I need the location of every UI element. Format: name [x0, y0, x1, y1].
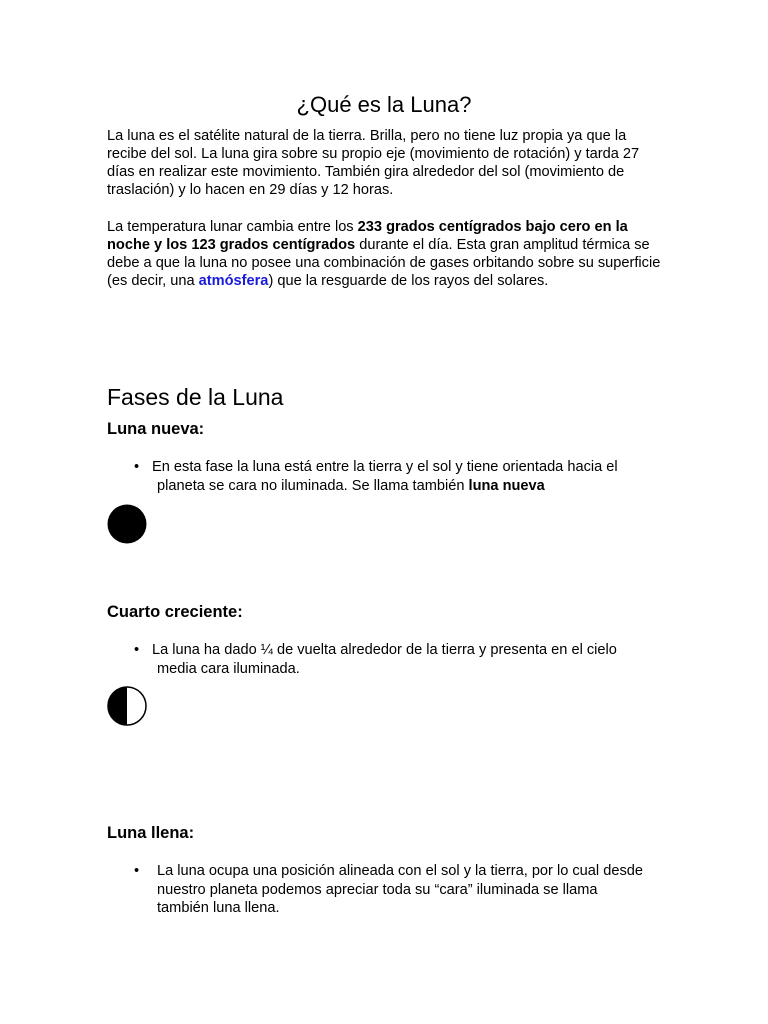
new-moon-line-1: En esta fase la luna está entre la tierra y el sol y tiene orientada hacia el [152, 459, 618, 475]
atmosfera-link[interactable]: atmósfera [198, 273, 269, 289]
full-moon-bullet [134, 862, 667, 918]
full-moon-heading: Luna llena: [107, 824, 195, 842]
bullet-glyph: • [134, 642, 140, 658]
new-moon-bold-term: luna nueva [468, 477, 545, 494]
page-title: ¿Qué es la Luna? [296, 92, 472, 117]
first-quarter-heading: Cuarto creciente: [107, 603, 243, 621]
temperature-text-start: La temperatura lunar cambia entre los [107, 219, 358, 235]
bullet-glyph: • [134, 459, 140, 475]
first-quarter-line-1: La luna ha dado ¼ de vuelta alrededor de la tierra y presenta en el cielo [152, 642, 617, 658]
full-moon-line-2: nuestro planeta podemos apreciar toda su “cara” iluminada se llama [157, 881, 598, 898]
intro-paragraph-2 [107, 218, 667, 290]
first-quarter-moon-icon [107, 686, 147, 726]
bullet-glyph: • [134, 863, 140, 879]
first-quarter-line-2: media cara iluminada. [157, 660, 300, 677]
new-moon-icon [107, 504, 147, 544]
full-moon-line-3: también luna llena. [157, 900, 280, 916]
temperature-text-middle: durante el día. Esta gran amplitud térmica se debe a que la luna no posee una combinación de gases orbitando sobre su superficie (es decir, una [107, 237, 661, 289]
phases-heading: Fases de la Luna [107, 384, 284, 410]
new-moon-line-2-text: planeta se cara no iluminada. Se llama también [157, 477, 469, 494]
temperature-bold-text: 233 grados centígrados bajo cero en la noche y los 123 grados centígrados [107, 219, 628, 253]
full-moon-line-1: La luna ocupa una posición alineada con el sol y la tierra, por lo cual desde [157, 863, 643, 879]
first-quarter-bullet [134, 641, 662, 678]
new-moon-heading: Luna nueva: [107, 420, 205, 438]
new-moon-bullet [134, 458, 662, 495]
temperature-text-end: ) que la resguarde de los rayos del solares. [268, 273, 549, 289]
intro-paragraph-1: La luna es el satélite natural de la tierra. Brilla, pero no tiene luz propia ya que la recibe del sol. La luna gira sobre su propio eje (movimiento de rotación) y tarda 27 días en realizar este movimiento. También gira alrededor del sol (movimiento de traslación) y lo hacen en 29 días y 12 horas. [107, 128, 640, 198]
new-moon-line-2 [152, 477, 662, 496]
